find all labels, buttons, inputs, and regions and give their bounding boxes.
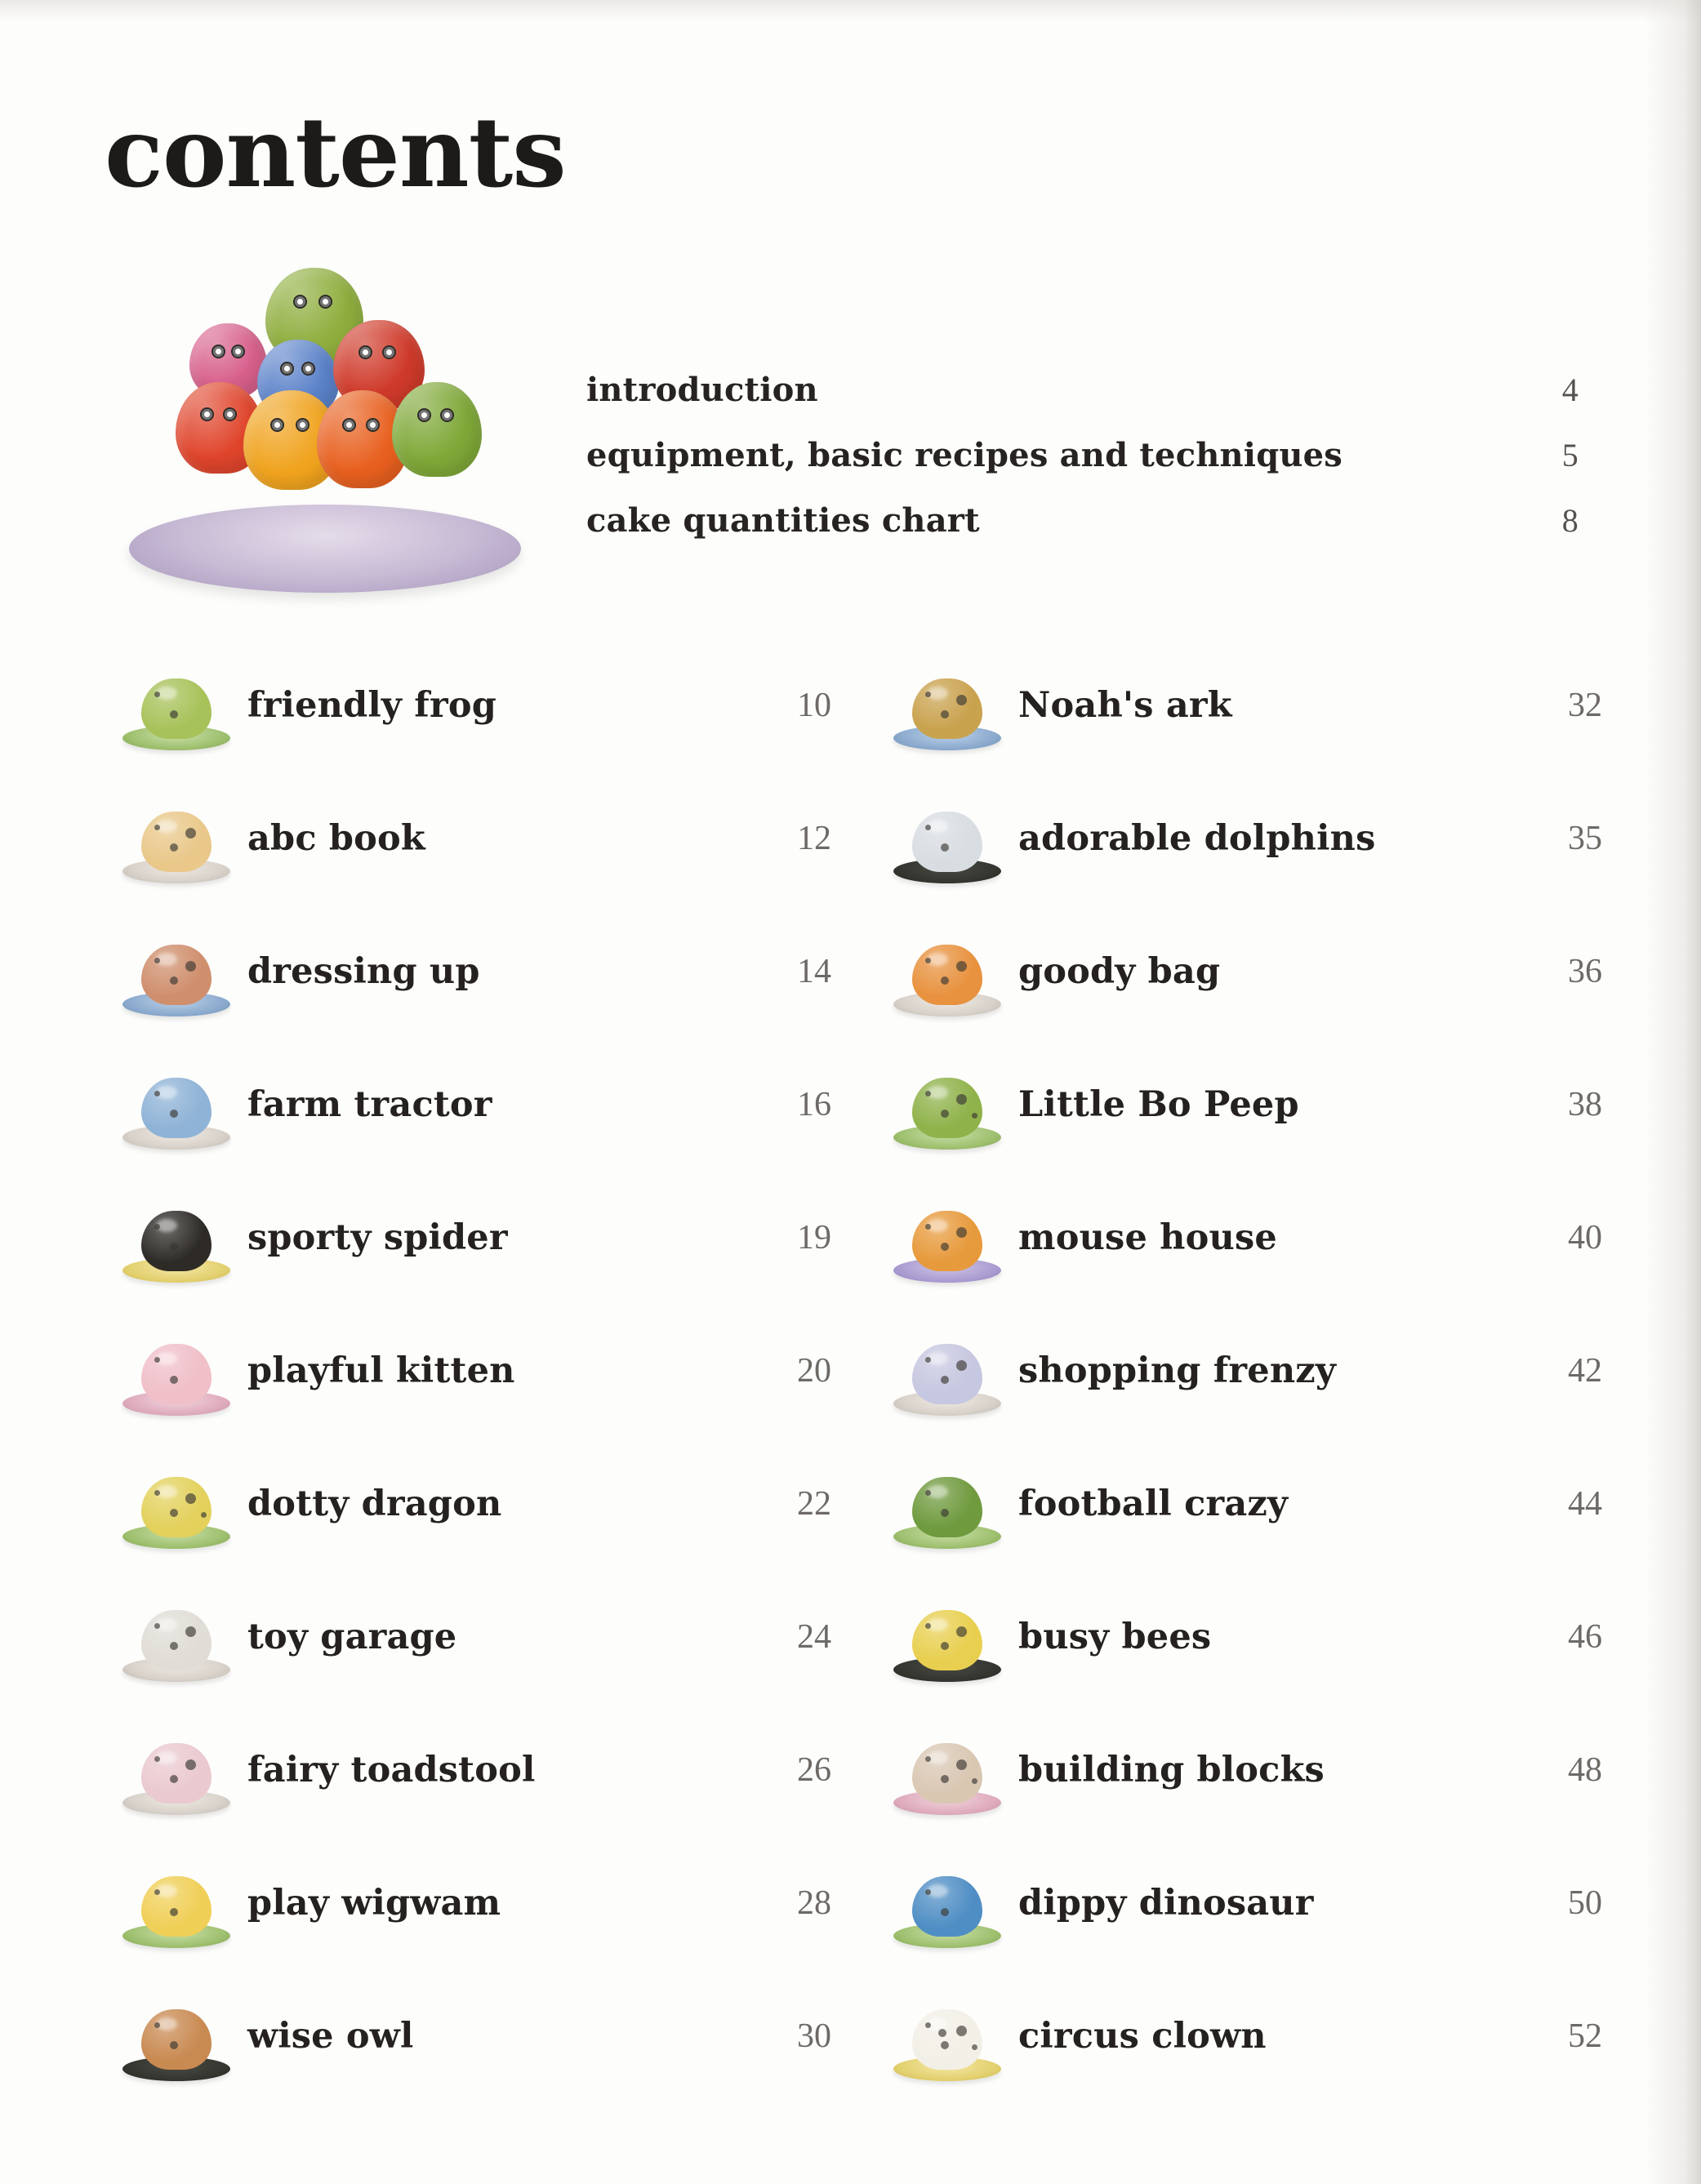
contents-entry-page-number: 10 [797,686,831,724]
cake-detail-dot [956,1360,967,1371]
contents-entry-label: dotty dragon [247,1483,502,1524]
cake-detail-dot [154,1889,160,1895]
cake-illustration [115,785,238,892]
cake-body [912,1610,982,1670]
cake-detail-dot [941,1775,949,1783]
contents-entry[interactable] [105,1038,836,1171]
monster-eye [280,362,294,376]
monster-eye [342,418,356,432]
contents-entry-page-number: 46 [1568,1617,1602,1656]
contents-entry-page-number: 52 [1568,2017,1602,2055]
monster-eye [293,295,307,309]
cake-detail-dot [941,1376,949,1384]
contents-column-right [875,638,1607,2102]
cake-detail-dot [170,2041,178,2049]
contents-entry-label: shopping frenzy [1018,1350,1337,1391]
cake-detail-dot [938,2029,946,2037]
cake-detail-dot [941,1110,949,1118]
cake-detail-dot [941,1908,949,1916]
fairy-toadstool-cake-thumbnail [105,1709,247,1831]
contents-entry-page-number: 48 [1568,1750,1602,1789]
cake-detail-dot [170,1509,178,1517]
farm-tractor-cake-thumbnail [105,1043,247,1166]
cake-detail-dot [154,2022,160,2028]
cake-detail-dot [925,825,931,830]
cake-illustration [886,919,1009,1025]
monster-eye [417,408,431,422]
front-matter-row[interactable] [586,488,1579,554]
cake-illustration [115,1850,238,1956]
contents-entry-label: circus clown [1018,2015,1267,2057]
cake-detail-dot [925,1623,931,1629]
cake-detail-dot [154,1756,160,1762]
monster-eye [366,418,380,432]
cake-body [141,1876,212,1937]
cake-detail-dot [941,976,949,985]
cake-detail-dot [154,1224,160,1230]
contents-entry-label: adorable dolphins [1018,817,1376,859]
cake-detail-dot [956,1626,967,1637]
contents-entry-label: toy garage [247,1616,457,1657]
contents-entry-page-number: 44 [1568,1484,1602,1523]
mouse-house-cake-thumbnail [875,1177,1018,1299]
cake-detail-dot [972,1778,977,1784]
contents-entry[interactable] [105,1171,836,1304]
contents-entry[interactable] [105,772,836,905]
cake-detail-dot [925,1357,931,1363]
cake-detail-dot [154,825,160,830]
contents-entry-page-number: 38 [1568,1085,1602,1123]
cake-detail-dot [170,843,178,852]
contents-entry-page-number: 30 [797,2017,831,2055]
cake-illustration [115,1584,238,1690]
contents-entry[interactable] [105,1969,836,2102]
front-matter-label: cake quantities chart [586,501,980,540]
cake-detail-dot [154,1091,160,1096]
cake-detail-dot [154,1623,160,1629]
contents-entry-page-number: 16 [797,1085,831,1123]
contents-entry-page-number: 22 [797,1484,831,1523]
monster-eye [231,345,245,358]
playful-kitten-cake-thumbnail [105,1310,247,1432]
cake-detail-dot [941,1642,949,1650]
little-bo-peep-cake-thumbnail [875,1043,1018,1166]
cake-detail-dot [972,2044,977,2050]
front-matter-label: introduction [586,371,818,409]
cake-detail-dot [185,1493,196,1504]
cake-illustration [115,919,238,1025]
contents-entry-page-number: 42 [1568,1351,1602,1390]
hero-image [114,260,543,603]
contents-entry[interactable] [105,638,836,772]
cake-body [141,945,212,1005]
cake-body [912,1344,982,1404]
front-matter-page-number: 4 [1561,371,1579,408]
contents-entry[interactable] [875,1304,1607,1437]
contents-entry-label: football crazy [1018,1483,1289,1524]
contents-columns [105,638,1607,2102]
cake-detail-dot [956,1759,967,1770]
cake-illustration [886,1850,1009,1956]
cake-illustration [115,1717,238,1823]
contents-entry-label: Little Bo Peep [1018,1083,1299,1125]
contents-entry[interactable] [875,1171,1607,1304]
cake-illustration [115,1052,238,1158]
cake-detail-dot [170,976,178,985]
contents-entry[interactable] [875,1570,1607,1703]
contents-entry-page-number: 24 [797,1617,831,1656]
monster-eye [358,345,372,359]
contents-entry-page-number: 32 [1568,686,1602,724]
contents-entry[interactable] [875,772,1607,905]
cake-detail-dot [941,2041,949,2049]
contents-entry-page-number: 40 [1568,1218,1602,1257]
cake-detail-dot [956,1094,967,1105]
front-matter-row[interactable] [586,423,1579,488]
contents-entry[interactable] [105,1836,836,1969]
cake-detail-dot [201,1512,207,1518]
cake-illustration [886,1052,1009,1158]
cake-body [912,812,982,872]
contents-entry[interactable] [105,1703,836,1836]
monster-eye [270,418,284,432]
sporty-spider-cake-thumbnail [105,1177,247,1299]
monster-eye [223,407,237,421]
contents-entry-label: dippy dinosaur [1018,1882,1314,1924]
front-matter-list [586,358,1579,554]
contents-entry-page-number: 28 [797,1884,831,1922]
cake-body [912,678,982,739]
cake-detail-dot [170,1110,178,1118]
goody-bag-cake-thumbnail [875,910,1018,1033]
contents-entry-page-number: 14 [797,952,831,990]
cake-detail-dot [154,692,160,697]
adorable-dolphins-cake-thumbnail [875,777,1018,900]
cake-detail-dot [925,2022,931,2028]
play-wigwam-cake-thumbnail [105,1842,247,1964]
cake-detail-dot [925,1889,931,1895]
contents-entry[interactable] [105,1437,836,1570]
cake-detail-dot [185,828,196,838]
page-title: contents [105,96,566,209]
page-edge-shading-top [0,0,1701,21]
contents-entry[interactable] [875,1703,1607,1836]
football-crazy-cake-thumbnail [875,1443,1018,1565]
cake-detail-dot [972,1113,977,1119]
contents-entry-label: playful kitten [247,1350,515,1391]
contents-column-left [105,638,836,2102]
cake-body [912,1743,982,1804]
cake-illustration [886,1185,1009,1291]
contents-entry-label: fairy toadstool [247,1749,536,1790]
dippy-dinosaur-cake-thumbnail [875,1842,1018,1964]
contents-entry-label: busy bees [1018,1616,1212,1657]
abc-book-cake-thumbnail [105,777,247,900]
cake-body [141,2009,212,2070]
cake-detail-dot [925,1091,931,1096]
cake-illustration [886,1318,1009,1424]
cake-body [912,1078,982,1138]
contents-entry-label: friendly frog [247,684,496,726]
cake-detail-dot [170,710,178,718]
cake-body [141,1743,212,1804]
contents-entry-label: Noah's ark [1018,684,1232,726]
cake-body [912,1211,982,1271]
contents-entry-page-number: 20 [797,1351,831,1390]
cake-detail-dot [170,1775,178,1783]
monster-cake [392,382,482,477]
cake-detail-dot [170,1243,178,1251]
cake-body [141,678,212,739]
contents-entry[interactable] [875,1836,1607,1969]
contents-entry-label: goody bag [1018,950,1221,992]
cake-detail-dot [925,1756,931,1762]
frog-cake-thumbnail [105,644,247,767]
cake-illustration [886,1717,1009,1823]
dressing-up-cake-thumbnail [105,910,247,1033]
cake-detail-dot [941,1509,949,1517]
contents-entry-page-number: 36 [1568,952,1602,990]
contents-entry[interactable] [875,638,1607,772]
cake-illustration [886,1983,1009,2089]
cake-detail-dot [941,843,949,852]
cake-detail-dot [941,1243,949,1251]
page-edge-shading-right [1644,0,1701,2184]
contents-entry-page-number: 35 [1568,819,1602,857]
contents-entry-label: building blocks [1018,1749,1325,1790]
cake-detail-dot [956,1227,967,1238]
contents-entry-label: play wigwam [247,1882,501,1924]
cake-detail-dot [185,1759,196,1770]
cake-illustration [115,1451,238,1557]
cake-detail-dot [170,1642,178,1650]
contents-entry-page-number: 12 [797,819,831,857]
monster-eye [382,345,396,359]
contents-entry-label: dressing up [247,950,480,992]
contents-entry[interactable] [875,1437,1607,1570]
cake-detail-dot [154,1357,160,1363]
cake-body [141,1344,212,1404]
cake-illustration [886,785,1009,892]
cake-body [141,1610,212,1670]
cake-detail-dot [170,1908,178,1916]
noahs-ark-cake-thumbnail [875,644,1018,767]
cake-detail-dot [185,1626,196,1637]
cake-detail-dot [925,1490,931,1496]
front-matter-label: equipment, basic recipes and techniques [586,436,1343,474]
cake-body [141,1211,212,1271]
cake-body [141,1078,212,1138]
shopping-frenzy-cake-thumbnail [875,1310,1018,1432]
front-matter-page-number: 5 [1561,437,1579,474]
monster-eye [301,362,315,376]
cake-illustration [115,1185,238,1291]
contents-entry-label: abc book [247,817,425,859]
cake-body [141,812,212,872]
cake-detail-dot [941,710,949,718]
cake-detail-dot [154,1490,160,1496]
cake-illustration [115,652,238,758]
cake-detail-dot [925,958,931,963]
cake-body [912,2009,982,2070]
cake-body [141,1477,212,1537]
monster-eye [296,418,309,432]
front-matter-page-number: 8 [1561,502,1579,539]
contents-entry-page-number: 26 [797,1750,831,1789]
dotty-dragon-cake-thumbnail [105,1443,247,1565]
cake-detail-dot [185,961,196,972]
contents-entry[interactable] [105,905,836,1038]
cake-illustration [886,1451,1009,1557]
cake-detail-dot [170,1376,178,1384]
contents-entry-page-number: 19 [797,1218,831,1257]
toy-garage-cake-thumbnail [105,1576,247,1698]
front-matter-row[interactable] [586,358,1579,423]
contents-entry-label: wise owl [247,2015,414,2057]
cake-illustration [115,1983,238,2089]
monster-eye [440,408,454,422]
cake-detail-dot [956,695,967,705]
building-blocks-cake-thumbnail [875,1709,1018,1831]
monster-eye [200,407,214,421]
wise-owl-cake-thumbnail [105,1975,247,2097]
cake-detail-dot [925,1224,931,1230]
cake-illustration [115,1318,238,1424]
busy-bees-cake-thumbnail [875,1576,1018,1698]
circus-clown-cake-thumbnail [875,1975,1018,2097]
cake-body [912,1477,982,1537]
contents-entry[interactable] [105,1304,836,1437]
contents-entry-label: farm tractor [247,1083,492,1125]
cake-body [912,945,982,1005]
contents-entry[interactable] [875,1969,1607,2102]
cake-detail-dot [925,692,931,697]
contents-entry[interactable] [105,1570,836,1703]
contents-entry-label: mouse house [1018,1217,1277,1258]
cake-detail-dot [956,2026,967,2036]
hero-cake-board [129,505,521,593]
cake-illustration [886,1584,1009,1690]
cake-detail-dot [154,958,160,963]
cake-body [912,1876,982,1937]
contents-entry-page-number: 50 [1568,1884,1602,1922]
contents-entry[interactable] [875,905,1607,1038]
contents-entry[interactable] [875,1038,1607,1171]
monster-eye [212,345,225,358]
cake-detail-dot [956,961,967,972]
cake-illustration [886,652,1009,758]
contents-entry-label: sporty spider [247,1217,508,1258]
monster-eye [318,295,332,309]
